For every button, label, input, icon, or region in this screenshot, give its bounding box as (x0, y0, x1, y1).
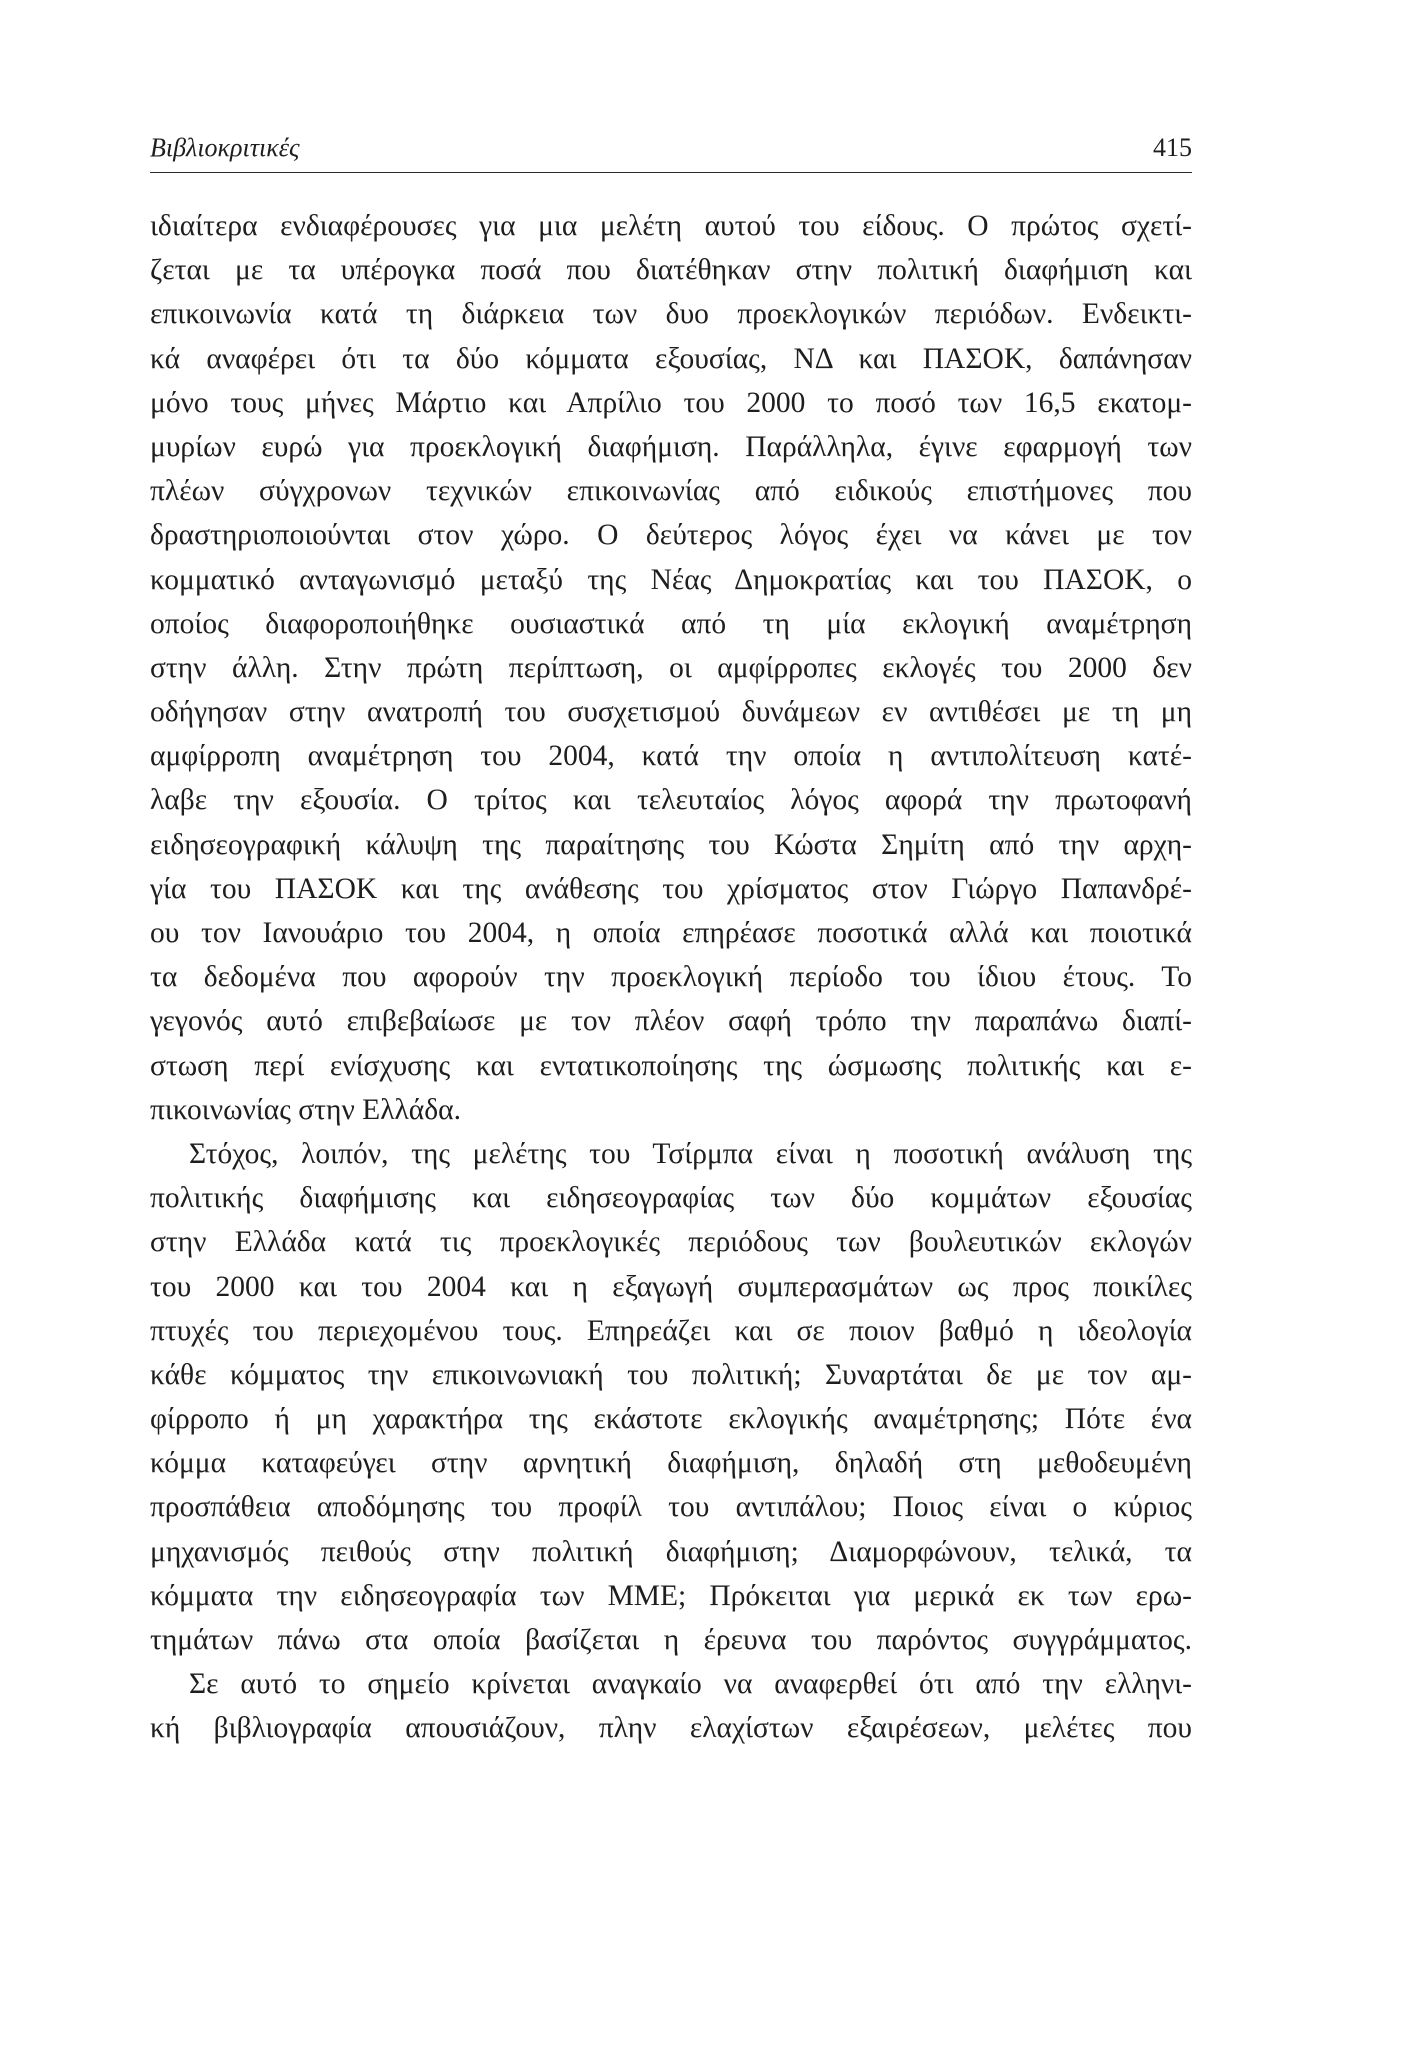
text-line: προσπάθεια αποδόμησης του προφίλ του αντιπάλου; Ποιος είναι ο κύριος (150, 1491, 1192, 1524)
text-line: κάθε κόμματος την επικοινωνιακή του πολιτική; Συναρτάται δε με τον αμ- (150, 1358, 1192, 1391)
text-line: πλέων σύγχρονων τεχνικών επικοινωνίας από ειδικούς επιστήμονες που (150, 475, 1192, 508)
text-line: τημάτων πάνω στα οποία βασίζεται η έρευνα του παρόντος συγγράμματος. (150, 1624, 1192, 1656)
text-line: κόμμα καταφεύγει στην αρνητική διαφήμιση, δηλαδή στη μεθοδευμένη (150, 1447, 1192, 1480)
header-rule (150, 172, 1192, 173)
paragraph (150, 1662, 1192, 1750)
page-number: 415 (1153, 133, 1192, 162)
text-line: μυρίων ευρώ για προεκλογική διαφήμιση. Παράλληλα, έγινε εφαρμογή των (150, 430, 1192, 463)
text-line: μηχανισμός πειθούς στην πολιτική διαφήμιση; Διαμορφώνουν, τελικά, τα (150, 1535, 1192, 1568)
text-line: δραστηριοποιούνται στον χώρο. Ο δεύτερος λόγος έχει να κάνει με τον (150, 519, 1192, 552)
paragraph (150, 1132, 1192, 1662)
text-line: πικοινωνίας στην Ελλάδα. (150, 1093, 461, 1126)
paragraph (150, 204, 1192, 1132)
text-line: στωση περί ενίσχυσης και εντατικοποίησης της ώσμωσης πολιτικής και ε- (150, 1049, 1192, 1082)
text-line: ζεται με τα υπέρογκα ποσά που διατέθηκαν στην πολιτική διαφήμιση και (150, 254, 1192, 287)
text-line: λαβε την εξουσία. Ο τρίτος και τελευταίος λόγος αφορά την πρωτοφανή (150, 784, 1192, 817)
body-text (150, 204, 1192, 1751)
text-line: Στόχος, λοιπόν, της μελέτης του Τσίρμπα είναι η ποσοτική ανάλυση της (189, 1137, 1192, 1170)
text-line: μόνο τους μήνες Μάρτιο και Απρίλιο του 2000 το ποσό των 16,5 εκατομ- (150, 386, 1192, 419)
text-line: κομματικό ανταγωνισμό μεταξύ της Νέας Δημοκρατίας και του ΠΑΣΟΚ, ο (150, 563, 1192, 596)
text-line: οποίος διαφοροποιήθηκε ουσιαστικά από τη μία εκλογική αναμέτρηση (150, 607, 1192, 640)
text-line: ου τον Ιανουάριο του 2004, η οποία επηρέασε ποσοτικά αλλά και ποιοτικά (150, 917, 1192, 949)
text-line: αμφίρροπη αναμέτρηση του 2004, κατά την οποία η αντιπολίτευση κατέ- (150, 740, 1192, 773)
text-line: ειδησεογραφική κάλυψη της παραίτησης του Κώστα Σημίτη από την αρχη- (150, 828, 1192, 861)
text-line: του 2000 και του 2004 και η εξαγωγή συμπερασμάτων ως προς ποικίλες (150, 1270, 1192, 1303)
text-line: κή βιβλιογραφία απουσιάζουν, πλην ελαχίστων εξαιρέσεων, μελέτες που (150, 1712, 1192, 1745)
text-line: φίρροπο ή μη χαρακτήρα της εκάστοτε εκλογικής αναμέτρησης; Πότε ένα (150, 1403, 1192, 1436)
text-line: κόμματα την ειδησεογραφία των ΜΜΕ; Πρόκειται για μερικά εκ των ερω- (150, 1579, 1192, 1612)
text-line: Σε αυτό το σημείο κρίνεται αναγκαίο να αναφερθεί ότι από την ελληνι- (189, 1668, 1192, 1701)
text-line: πολιτικής διαφήμισης και ειδησεογραφίας των δύο κομμάτων εξουσίας (150, 1182, 1192, 1215)
text-line: κά αναφέρει ότι τα δύο κόμματα εξουσίας, ΝΔ και ΠΑΣΟΚ, δαπάνησαν (150, 342, 1192, 375)
text-line: στην Ελλάδα κατά τις προεκλογικές περιόδους των βουλευτικών εκλογών (150, 1226, 1192, 1259)
text-line: επικοινωνία κατά τη διάρκεια των δυο προεκλογικών περιόδων. Ενδεικτι- (150, 298, 1192, 331)
text-line: γία του ΠΑΣΟΚ και της ανάθεσης του χρίσματος στον Γιώργο Παπανδρέ- (150, 872, 1192, 905)
running-head: Βιβλιοκριτικές (150, 133, 300, 162)
text-line: γεγονός αυτό επιβεβαίωσε με τον πλέον σαφή τρόπο την παραπάνω διαπί- (150, 1005, 1192, 1038)
text-line: πτυχές του περιεχομένου τους. Επηρεάζει και σε ποιον βαθμό η ιδεολογία (150, 1314, 1192, 1347)
page-header (150, 128, 1192, 168)
text-line: οδήγησαν στην ανατροπή του συσχετισμού δυνάμεων εν αντιθέσει με τη μη (150, 696, 1192, 729)
text-line: τα δεδομένα που αφορούν την προεκλογική περίοδο του ίδιου έτους. Το (150, 961, 1192, 994)
text-line: ιδιαίτερα ενδιαφέρουσες για μια μελέτη αυτού του είδους. Ο πρώτος σχετί- (150, 210, 1192, 242)
text-line: στην άλλη. Στην πρώτη περίπτωση, οι αμφίρροπες εκλογές του 2000 δεν (150, 651, 1192, 684)
